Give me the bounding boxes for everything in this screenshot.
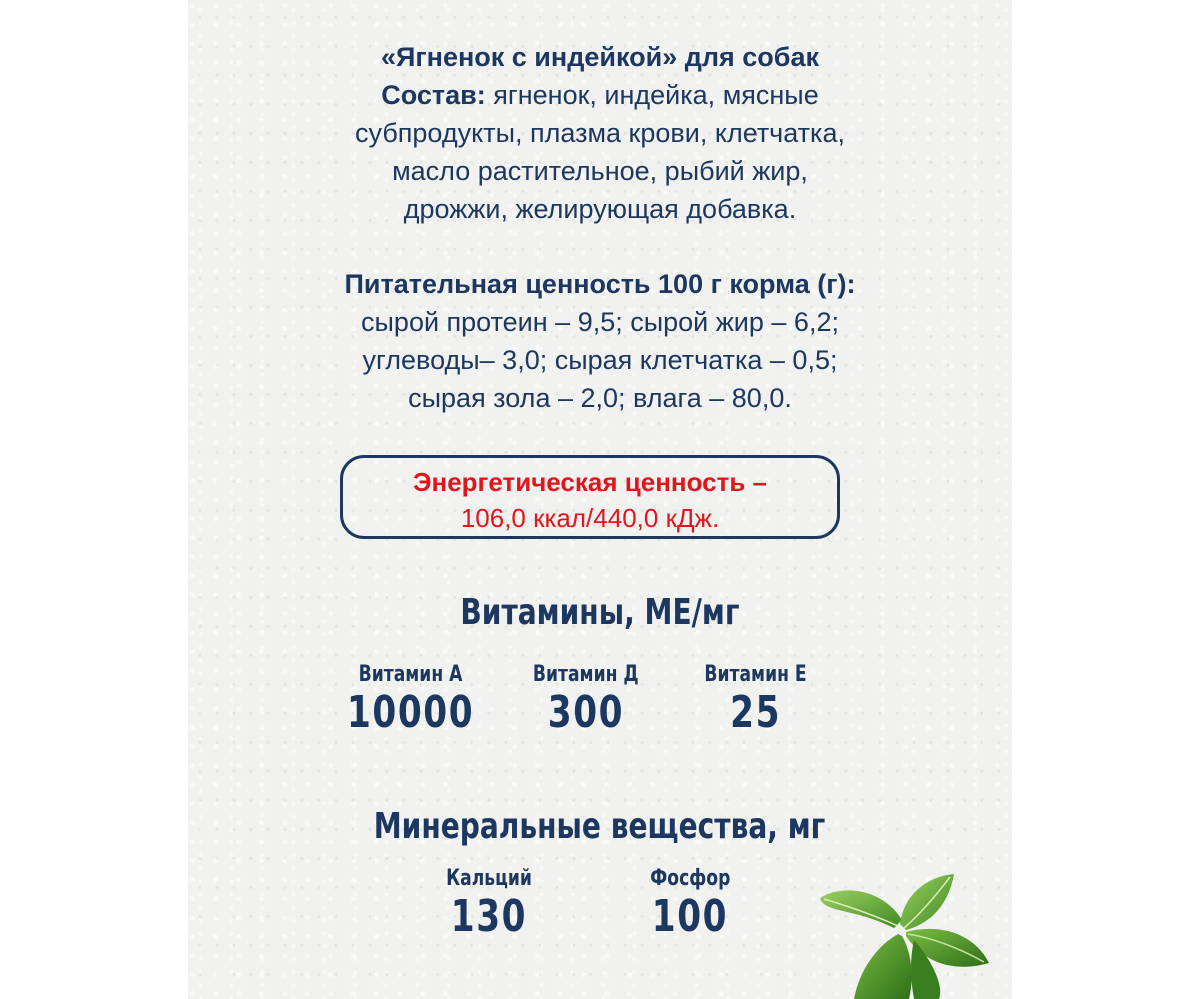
vitamins-title: Витамины, МЕ/мг	[460, 592, 740, 633]
minerals-title-row	[188, 806, 1012, 847]
vitamin-e-label: Витамин Е	[704, 662, 808, 687]
composition-line-2: субпродукты, плазма крови, клетчатка,	[355, 118, 845, 148]
nutrition-line-1: сырой протеин – 9,5; сырой жир – 6,2;	[361, 307, 839, 337]
vitamin-a-label: Витамин А	[359, 662, 463, 687]
vitamin-e	[656, 662, 856, 738]
composition-line-4: дрожжи, желирующая добавка.	[403, 194, 797, 224]
composition-block	[188, 38, 1012, 228]
vitamin-d-label: Витамин Д	[533, 662, 639, 687]
composition-label: Состав:	[381, 80, 486, 110]
vitamin-d-value: 300	[547, 687, 625, 738]
vitamin-a	[311, 662, 511, 738]
phosphorus-value: 100	[651, 891, 729, 942]
energy-title: Энергетическая ценность –	[413, 467, 767, 497]
nutrition-block	[188, 265, 1012, 417]
composition-line-1	[188, 76, 1012, 114]
minerals-title: Минеральные вещества, мг	[374, 806, 826, 847]
calcium-label: Кальций	[446, 866, 532, 891]
energy-box	[340, 455, 840, 539]
composition-text-1: ягненок, индейка, мясные	[493, 80, 819, 110]
nutrition-line-2: углеводы– 3,0; сырая клетчатка – 0,5;	[362, 345, 838, 375]
product-title: «Ягненок с индейкой» для собак	[380, 42, 819, 72]
basil-leaves-icon	[814, 868, 994, 999]
phosphorus-label: Фосфор	[649, 866, 731, 891]
vitamin-e-value: 25	[730, 687, 782, 738]
nutrition-heading: Питательная ценность 100 г корма (г):	[344, 269, 856, 299]
nutrition-card	[188, 0, 1012, 999]
vitamins-title-row	[188, 592, 1012, 633]
energy-value: 106,0 ккал/440,0 кДж.	[460, 503, 720, 533]
calcium-value: 130	[450, 891, 528, 942]
nutrition-line-3: сырая зола – 2,0; влага – 80,0.	[408, 383, 792, 413]
composition-line-3: масло растительное, рыбий жир,	[392, 156, 808, 186]
mineral-phosphorus	[590, 866, 790, 942]
mineral-calcium	[389, 866, 589, 942]
vitamin-a-value: 10000	[347, 687, 475, 738]
